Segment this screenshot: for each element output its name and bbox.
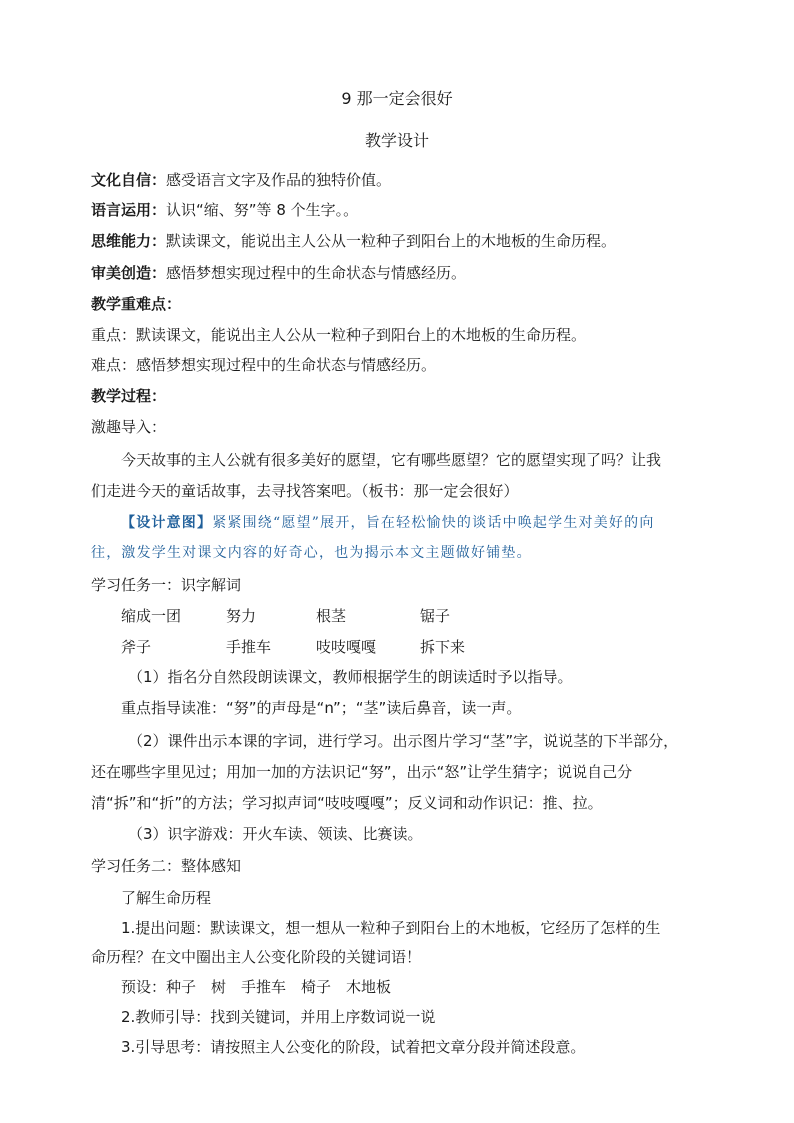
goal-thinking (91, 231, 709, 251)
goal-label: 语言运用： (91, 201, 167, 219)
difficulty: 难点：感悟梦想实现过程中的生命状态与情感经历。 (91, 356, 437, 374)
vocab-word: 根茎 (316, 607, 347, 625)
task2-step2: 2.教师引导：找到关键词，并用上序数词说一说 (121, 1008, 436, 1026)
goal-label: 文化自信： (91, 171, 167, 189)
task1-step1: （1）指名分自然段朗读课文，教师根据学生的朗读适时予以指导。 (128, 668, 573, 686)
task1-step2-line2: 还在哪些字里见过；用加一加的方法识记“努”，出示“怒”让学生猜字；说说自己分 (91, 763, 633, 781)
task2-step1-line2: 命历程？在文中圈出主人公变化阶段的关键词语！ (91, 948, 422, 966)
task1-pronunciation: 重点指导读准：“努”的声母是“n”；“茎”读后鼻音，读一声。 (121, 699, 522, 717)
intro-paragraph-line2: 们走进今天的童话故事，去寻找答案吧。（板书：那一定会很好） (91, 482, 519, 500)
vocab-word: 锯子 (420, 607, 451, 625)
task2-step1-line1: 1.提出问题：默读课文，想一想从一粒种子到阳台上的木地板，它经历了怎样的生 (121, 919, 661, 937)
lesson-title: 9 那一定会很好 (341, 89, 453, 108)
task1-step2-line1: （2）课件出示本课的字词，进行学习。出示图片学习“茎”字，说说茎的下半部分， (128, 732, 679, 750)
vocab-word: 斧子 (121, 638, 152, 656)
vocab-word: 努力 (226, 607, 257, 625)
lesson-subtitle: 教学设计 (364, 131, 429, 150)
goal-text: 感受语言文字及作品的独特价值。 (166, 171, 392, 189)
design-note-bracket: 【设计意图】 (121, 515, 213, 531)
goal-culture (91, 170, 709, 190)
vocab-word: 吱吱嘎嘎 (316, 638, 377, 656)
task2-heading: 学习任务二：整体感知 (91, 857, 242, 875)
goal-text: 认识“缩、努”等 8 个生字。。 (166, 201, 359, 219)
task1-step2-line3: 清“拆”和“折”的方法；学习拟声词“吱吱嘎嘎”；反义词和动作识记：推、拉。 (91, 794, 603, 812)
intro-paragraph-line1: 今天故事的主人公就有很多美好的愿望，它有哪些愿望？它的愿望实现了吗？让我 (121, 451, 662, 469)
task1-step3: （3）识字游戏：开火车读、领读、比赛读。 (128, 825, 423, 843)
process-heading: 教学过程： (91, 387, 167, 405)
goal-text: 感悟梦想实现过程中的生命状态与情感经历。 (166, 264, 467, 282)
intro-heading: 激趣导入： (91, 418, 167, 436)
task1-heading: 学习任务一：识字解词 (91, 576, 242, 594)
task2-preset: 预设：种子 树 手推车 椅子 木地板 (121, 978, 392, 996)
design-note-line1 (121, 513, 711, 533)
vocab-word: 缩成一团 (121, 607, 182, 625)
keypoints-heading: 教学重难点： (91, 295, 182, 313)
vocab-word: 手推车 (226, 638, 272, 656)
keypoint: 重点：默读课文，能说出主人公从一粒种子到阳台上的木地板的生命历程。 (91, 326, 587, 344)
task2-subheading: 了解生命历程 (121, 889, 212, 907)
goal-language (91, 200, 709, 220)
goal-aesthetic (91, 263, 709, 283)
design-note-line2: 往，激发学生对课文内容的好奇心，也为揭示本文主题做好铺垫。 (91, 545, 532, 561)
goal-label: 思维能力： (91, 232, 167, 250)
task2-step3: 3.引导思考：请按照主人公变化的阶段，试着把文章分段并简述段意。 (121, 1038, 586, 1056)
design-note-text: 紧紧围绕“愿望”展开，旨在轻松愉快的谈话中唤起学生对美好的向 (212, 515, 655, 531)
vocab-word: 拆下来 (420, 638, 466, 656)
goal-text: 默读课文，能说出主人公从一粒种子到阳台上的木地板的生命历程。 (166, 232, 617, 250)
goal-label: 审美创造： (91, 264, 167, 282)
